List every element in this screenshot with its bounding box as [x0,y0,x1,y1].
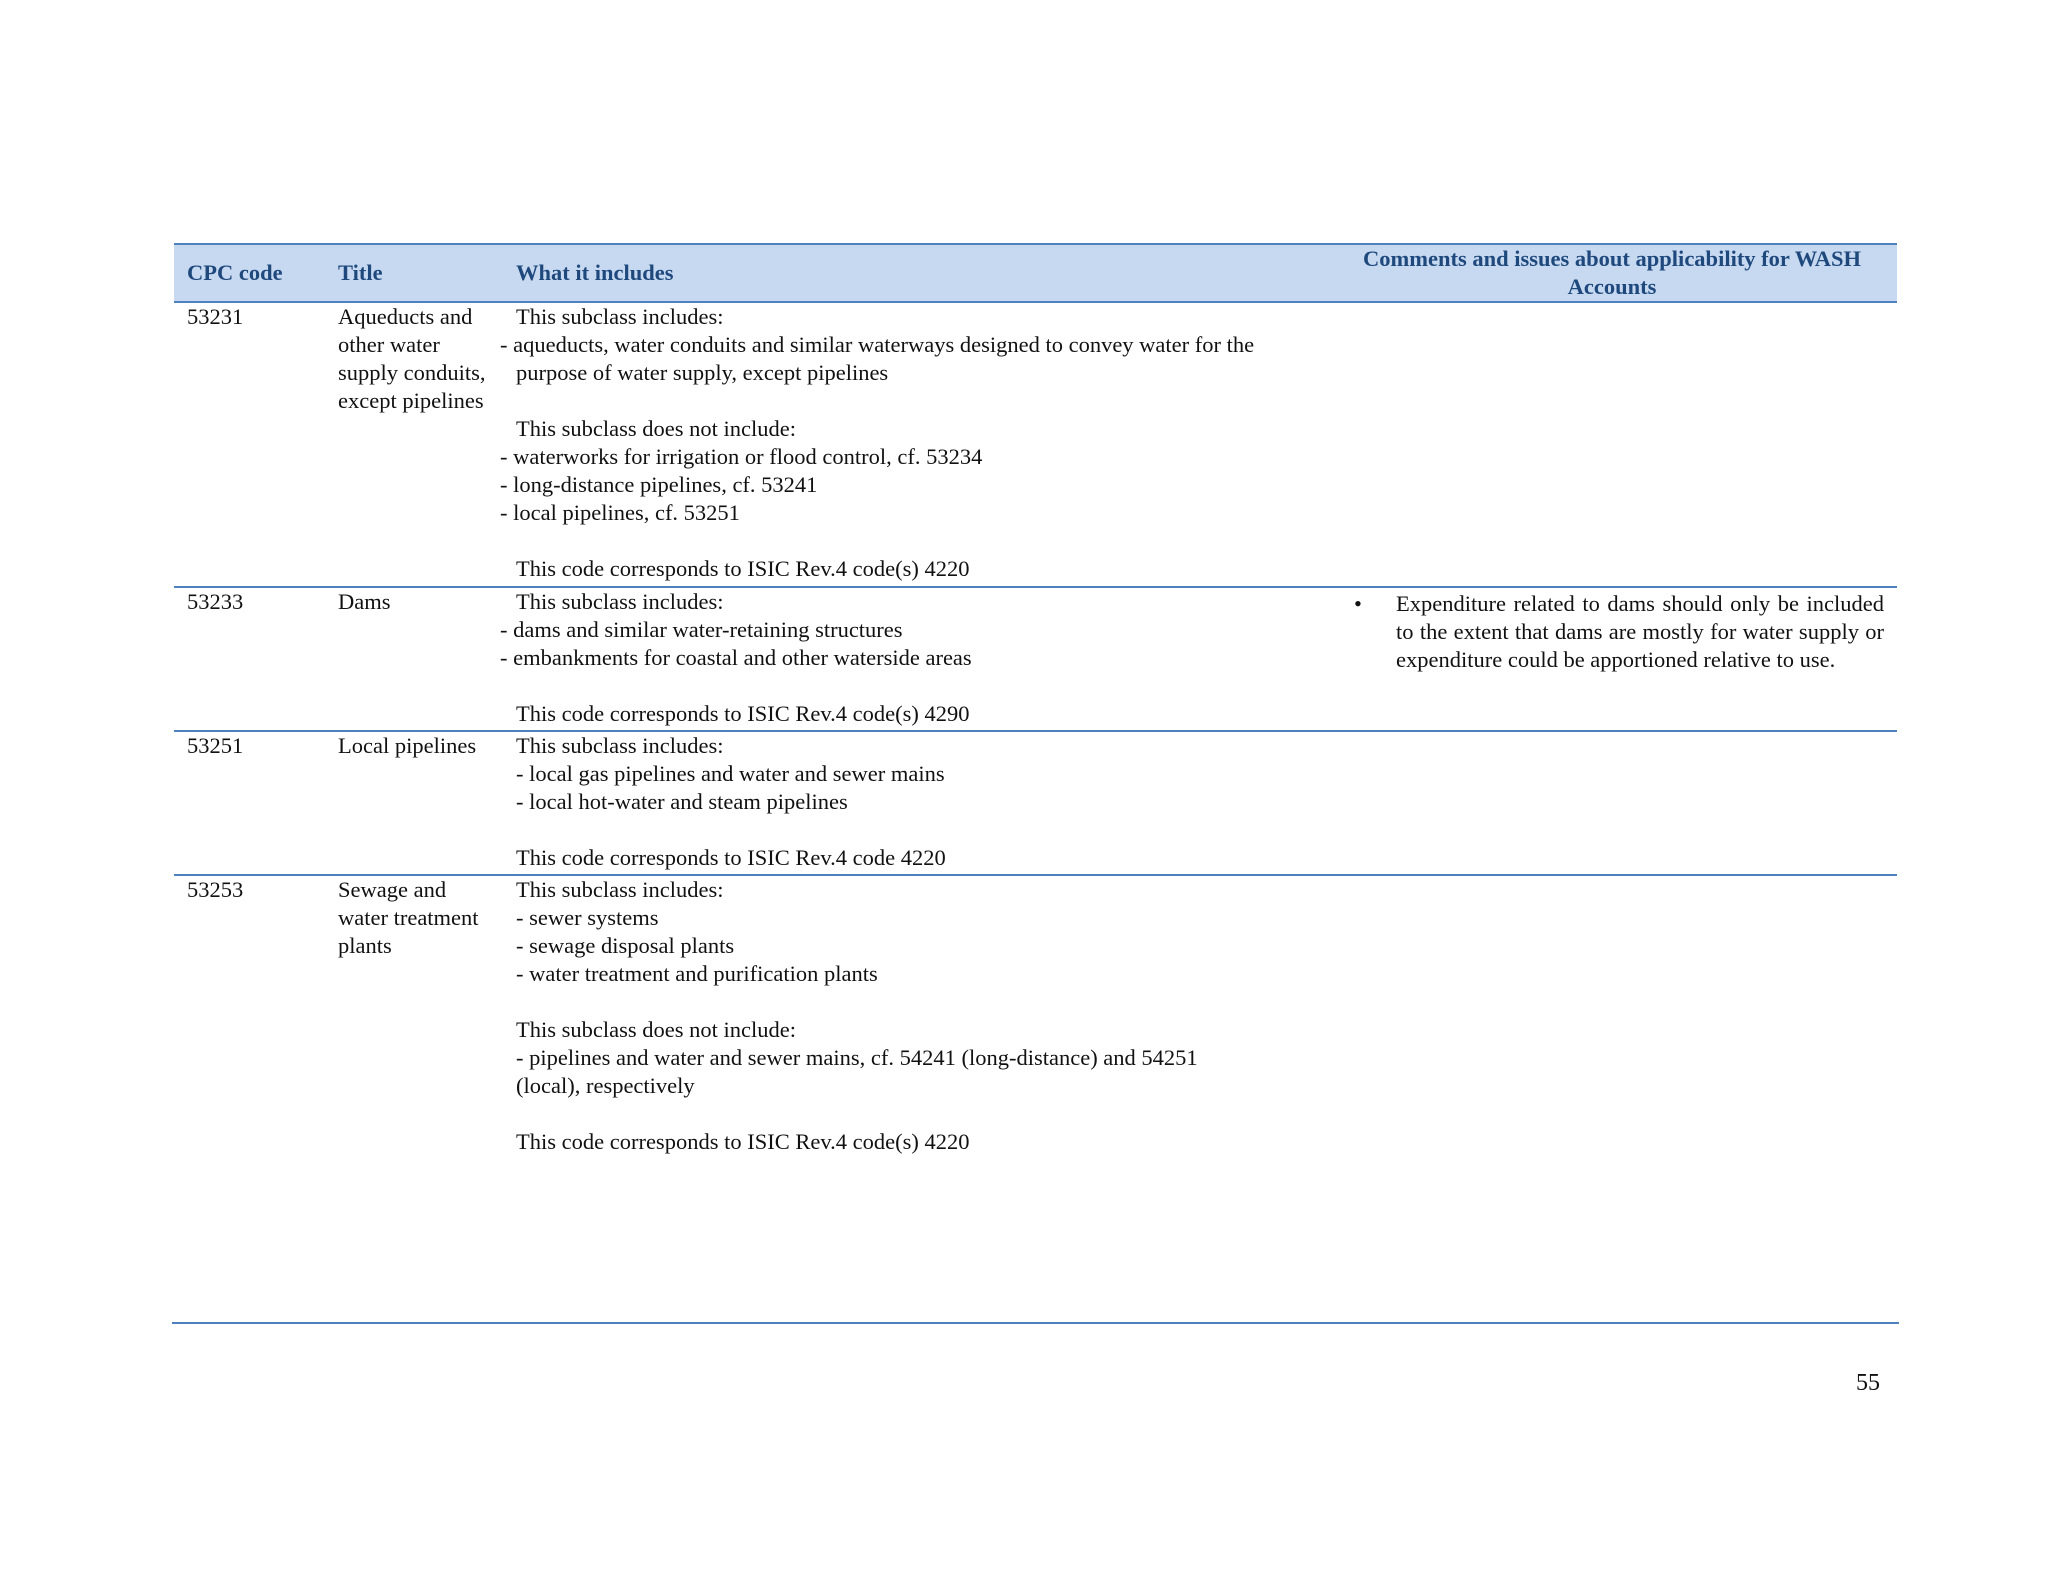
bullet-icon: • [1354,591,1362,616]
table-row [174,303,1897,588]
row-comment [1354,590,1884,674]
cpc-table [174,243,1897,1159]
includes-line [500,988,1330,1016]
includes-line: This subclass includes: [516,304,724,329]
includes-line: - local gas pipelines and water and sewer mains [516,761,945,786]
includes-line: purpose of water supply, except pipelines [516,360,889,385]
includes-line [500,1100,1330,1128]
row-title: Dams [338,589,391,614]
row-includes [500,588,1330,728]
includes-line: - pipelines and water and sewer mains, cf. 54241 (long-distance) and 54251 [516,1045,1198,1070]
row-cpc-code: 53233 [187,589,244,614]
row-includes [500,732,1330,872]
row-title: Sewage and water treatment plants [338,877,479,958]
includes-line: - sewage disposal plants [516,933,735,958]
row-cpc-code: 53251 [187,733,244,758]
row-cpc-code: 53231 [187,304,244,329]
table-row [174,876,1897,1159]
includes-line: - sewer systems [516,905,659,930]
table-header [174,243,1897,303]
includes-line: This subclass includes: [516,589,724,614]
row-title: Aqueducts and other water supply conduits, except pipelines [338,304,486,413]
table-row [174,588,1897,732]
includes-line: - embankments for coastal and other waterside areas [500,645,972,670]
header-what-it-includes: What it includes [516,260,674,285]
includes-line [500,672,1330,700]
comment-bullet-item [1354,590,1884,674]
row-includes [500,876,1330,1156]
includes-line: - local hot-water and steam pipelines [516,789,848,814]
includes-line: - aqueducts, water conduits and similar waterways designed to convey water for the [500,332,1255,357]
includes-line: This subclass includes: [516,877,724,902]
includes-line: This code corresponds to ISIC Rev.4 code(s) 4220 [516,1129,970,1154]
includes-line: This code corresponds to ISIC Rev.4 code(s) 4290 [516,701,970,726]
table-end-rule [172,1322,1899,1324]
row-title: Local pipelines [338,733,477,758]
includes-line: This subclass does not include: [516,416,796,441]
includes-line: This subclass includes: [516,733,724,758]
includes-line: This code corresponds to ISIC Rev.4 code(s) 4220 [516,556,970,581]
header-comments: Comments and issues about applicability for WASH Accounts [1362,246,1861,299]
includes-line: - waterworks for irrigation or flood control, cf. 53234 [500,444,983,469]
comment-text: Expenditure related to dams should only be included to the extent that dams are mostly for water supply or expenditure could be apportioned relative to use. [1396,591,1884,672]
includes-line: This subclass does not include: [516,1017,796,1042]
includes-line: This code corresponds to ISIC Rev.4 code 4220 [516,845,946,870]
includes-line [500,816,1330,844]
table-row [174,732,1897,876]
page-number: 55 [1856,1370,1880,1396]
header-cpc-code: CPC code [187,260,283,285]
includes-line: (local), respectively [516,1073,695,1098]
row-cpc-code: 53253 [187,877,244,902]
includes-line: - dams and similar water-retaining structures [500,617,903,642]
includes-line: - water treatment and purification plants [516,961,878,986]
includes-line: - local pipelines, cf. 53251 [500,500,740,525]
row-includes [500,303,1330,583]
includes-line [500,527,1330,555]
header-title: Title [338,260,383,285]
includes-line [500,387,1330,415]
includes-line: - long-distance pipelines, cf. 53241 [500,472,818,497]
